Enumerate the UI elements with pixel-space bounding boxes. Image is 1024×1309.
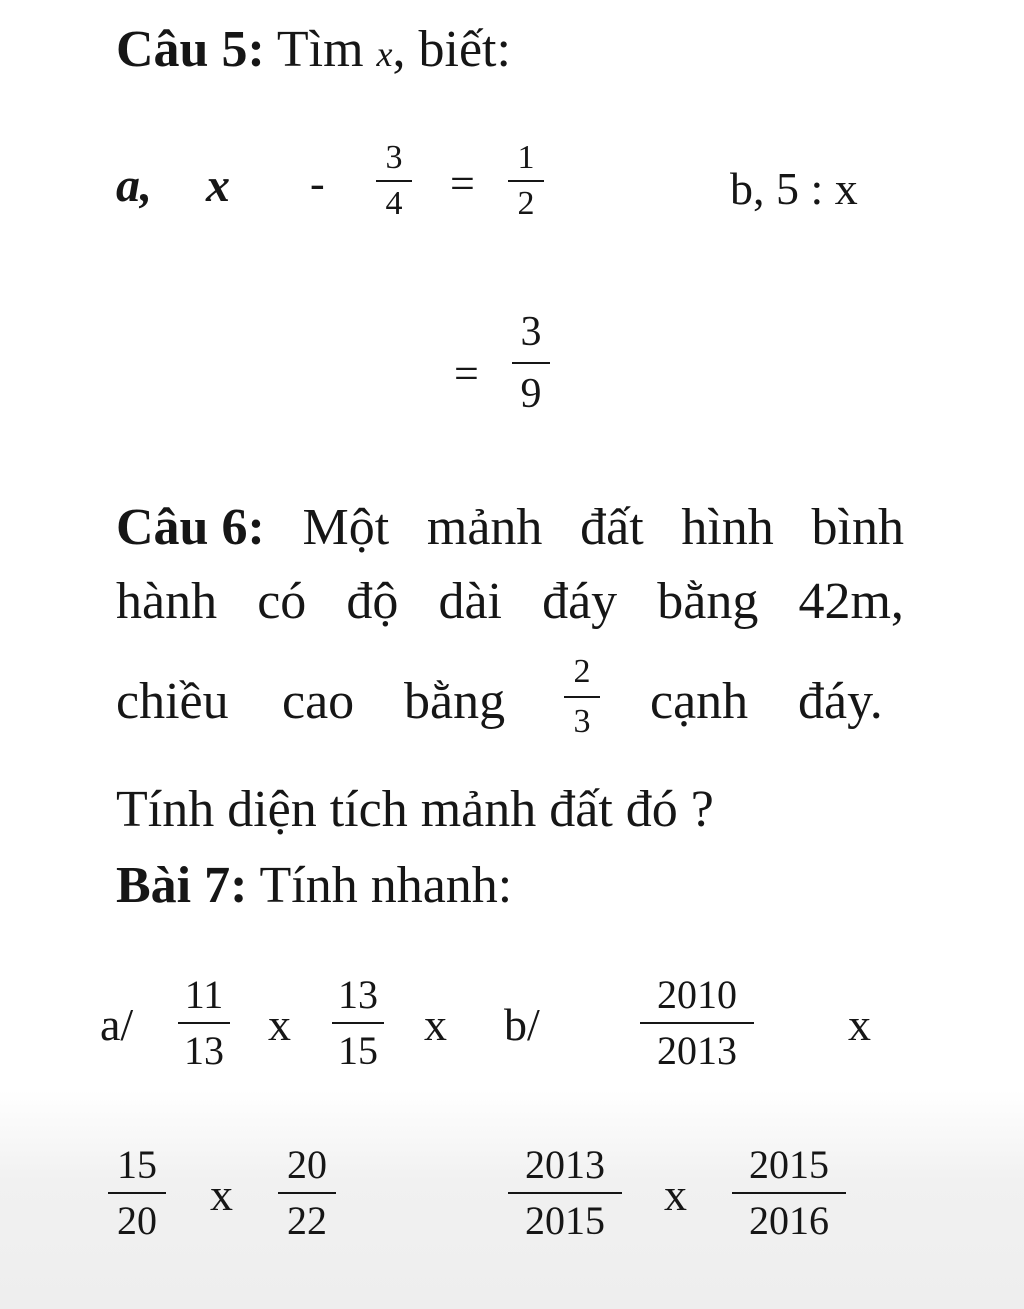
q6-line3-w1: chiều [116, 673, 229, 730]
frac-numerator: 3 [385, 139, 403, 176]
frac-denominator: 4 [385, 185, 403, 222]
frac-numerator: 3 [520, 309, 542, 355]
fraction-bar [508, 180, 544, 182]
frac-denominator: 20 [117, 1198, 157, 1243]
q6-word: hành [116, 573, 218, 630]
q5-text-before: Tìm [264, 21, 377, 78]
fraction-bar [108, 1192, 166, 1194]
frac-denominator: 15 [338, 1028, 378, 1073]
q6-frac [564, 654, 600, 740]
q6-word: dài [438, 573, 502, 630]
fraction-bar [178, 1022, 230, 1024]
frac-denominator: 13 [184, 1028, 224, 1073]
q5b-frac [512, 310, 550, 416]
fraction-bar [640, 1022, 754, 1024]
q6-word: Một [302, 499, 390, 556]
q7b-frac3 [732, 1144, 846, 1242]
q6-line4: Tính diện tích mảnh đất đó ? [116, 781, 714, 838]
q7a-frac2 [332, 974, 384, 1072]
q7a-label: a/ [100, 999, 134, 1050]
frac-denominator: 22 [287, 1198, 327, 1243]
q6-line3-w2: cao [282, 673, 355, 730]
q6-line3-w5: đáy. [798, 673, 883, 730]
q5-label: Câu 5: [116, 21, 265, 78]
q7-text: Tính nhanh: [247, 857, 513, 914]
q5a-minus: - [310, 159, 325, 208]
q5a-equals: = [450, 159, 475, 208]
q7a-op2: x [424, 999, 447, 1050]
fraction-bar [564, 696, 600, 698]
q5a-frac1 [376, 140, 412, 222]
q6-line3-w4: cạnh [650, 673, 749, 730]
frac-denominator: 9 [520, 371, 542, 417]
frac-numerator: 13 [338, 972, 378, 1017]
frac-numerator: 15 [117, 1142, 157, 1187]
q5-var: x [376, 34, 393, 74]
q5a-var: x [206, 159, 230, 212]
q6-word: bình [811, 499, 904, 556]
q6-line1 [116, 498, 904, 558]
frac-numerator: 2015 [749, 1142, 829, 1187]
q5b-expr: b, 5 : x [730, 163, 858, 214]
q7-heading [116, 856, 512, 916]
q7b-frac1 [640, 974, 754, 1072]
q5-heading [116, 20, 511, 84]
frac-denominator: 2013 [657, 1028, 737, 1073]
q7a-frac4 [278, 1144, 336, 1242]
q7a-frac3 [108, 1144, 166, 1242]
frac-denominator: 2015 [525, 1198, 605, 1243]
q6-word: độ [346, 573, 399, 630]
q5b-equals: = [454, 349, 479, 398]
q6-line3-w3: bằng [404, 673, 506, 730]
frac-numerator: 11 [184, 972, 224, 1017]
frac-denominator: 2 [517, 185, 535, 222]
frac-numerator: 2 [573, 653, 591, 690]
frac-denominator: 2016 [749, 1198, 829, 1243]
fraction-bar [278, 1192, 336, 1194]
q7b-frac2 [508, 1144, 622, 1242]
frac-denominator: 3 [573, 703, 591, 740]
q6-word: đất [580, 499, 644, 556]
frac-numerator: 20 [287, 1142, 327, 1187]
fraction-bar [512, 362, 550, 364]
q6-word: có [257, 573, 307, 630]
q6-word: đáy [542, 573, 618, 630]
q6-word: 42m, [798, 573, 904, 630]
q7-label: Bài 7: [116, 857, 248, 914]
q5a-frac2 [508, 140, 544, 222]
q7a-op1: x [268, 999, 291, 1050]
frac-numerator: 2013 [525, 1142, 605, 1187]
q6-label: Câu 6: [116, 499, 265, 556]
q5-text-after: , biết: [392, 21, 511, 78]
q6-line2 [116, 572, 904, 632]
q7a-op3: x [210, 1169, 233, 1220]
q7b-op1: x [848, 999, 871, 1050]
fraction-bar [508, 1192, 622, 1194]
q5a-label: a, [116, 159, 152, 212]
fraction-bar [376, 180, 412, 182]
q6-word: bằng [657, 573, 759, 630]
q6-word: mảnh [426, 499, 543, 556]
q7b-op2: x [664, 1169, 687, 1220]
q7b-label: b/ [504, 999, 540, 1050]
fraction-bar [332, 1022, 384, 1024]
q7a-frac1 [178, 974, 230, 1072]
frac-numerator: 2010 [657, 972, 737, 1017]
fraction-bar [732, 1192, 846, 1194]
frac-numerator: 1 [517, 139, 535, 176]
q6-word: hình [681, 499, 774, 556]
